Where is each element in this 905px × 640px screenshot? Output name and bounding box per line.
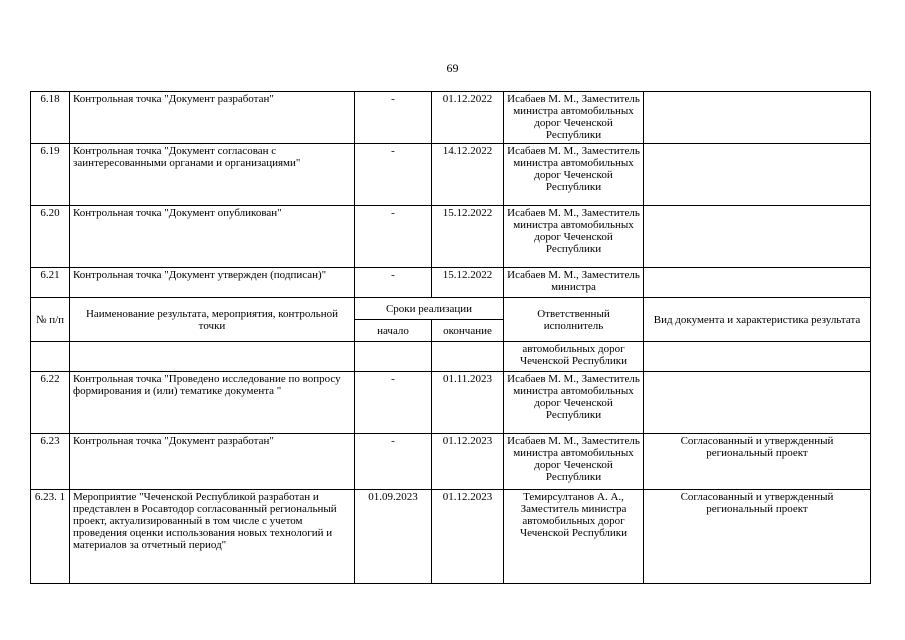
row-end: 15.12.2022 xyxy=(432,268,504,298)
row-end: 01.12.2023 xyxy=(432,434,504,490)
row-end xyxy=(432,342,504,372)
table-header-row xyxy=(31,298,871,320)
row-responsible: Исабаев М. М., Заместитель министра автомобильных дорог Чеченской Республики xyxy=(504,92,644,144)
header-end: окончание xyxy=(432,320,504,342)
table-row xyxy=(31,490,871,584)
row-doc: Согласованный и утвержденный региональный проект xyxy=(644,434,871,490)
plan-table xyxy=(30,91,871,584)
row-end: 14.12.2022 xyxy=(432,144,504,206)
row-responsible: Исабаев М. М., Заместитель министра xyxy=(504,268,644,298)
page-number: 69 xyxy=(446,61,459,75)
row-number: 6.21 xyxy=(31,268,70,298)
row-doc xyxy=(644,268,871,298)
table-row xyxy=(31,372,871,434)
header-num: № п/п xyxy=(31,298,70,342)
row-start xyxy=(355,342,432,372)
table-row xyxy=(31,92,871,144)
row-responsible: Исабаев М. М., Заместитель министра автомобильных дорог Чеченской Республики xyxy=(504,144,644,206)
table-row xyxy=(31,268,871,298)
row-doc xyxy=(644,342,871,372)
row-name: Контрольная точка "Документ утвержден (подписан)" xyxy=(70,268,355,298)
header-name: Наименование результата, мероприятия, контрольной точки xyxy=(70,298,355,342)
row-start: - xyxy=(355,206,432,268)
row-name: Контрольная точка "Проведено исследование по вопросу формирования и (или) тематике документа " xyxy=(70,372,355,434)
row-name: Контрольная точка "Документ согласован с заинтересованными органами и организациями" xyxy=(70,144,355,206)
table-row xyxy=(31,434,871,490)
row-responsible: Исабаев М. М., Заместитель министра автомобильных дорог Чеченской Республики xyxy=(504,434,644,490)
header-responsible: Ответственный исполнитель xyxy=(504,298,644,342)
row-start: 01.09.2023 xyxy=(355,490,432,584)
row-number: 6.20 xyxy=(31,206,70,268)
row-number: 6.23. 1 xyxy=(31,490,70,584)
row-start: - xyxy=(355,92,432,144)
row-start: - xyxy=(355,268,432,298)
header-doc-type: Вид документа и характеристика результата xyxy=(644,298,871,342)
row-name: Контрольная точка "Документ разработан" xyxy=(70,92,355,144)
row-responsible: Исабаев М. М., Заместитель министра автомобильных дорог Чеченской Республики xyxy=(504,372,644,434)
row-name xyxy=(70,342,355,372)
row-end: 01.12.2023 xyxy=(432,490,504,584)
table-row xyxy=(31,206,871,268)
row-doc xyxy=(644,144,871,206)
row-doc: Согласованный и утвержденный региональный проект xyxy=(644,490,871,584)
row-start: - xyxy=(355,372,432,434)
row-doc xyxy=(644,92,871,144)
row-name: Мероприятие "Чеченской Республикой разработан и представлен в Росавтодор согласованный региональный проект, актуализированный в том числе с учетом проведения оценки использования новых технологий и материалов за отчетный период" xyxy=(70,490,355,584)
row-responsible: Темирсултанов А. А., Заместитель министра автомобильных дорог Чеченской Республики xyxy=(504,490,644,584)
row-start: - xyxy=(355,144,432,206)
row-doc xyxy=(644,372,871,434)
table-row xyxy=(31,144,871,206)
header-timeframe: Сроки реализации xyxy=(355,298,504,320)
row-responsible: Исабаев М. М., Заместитель министра автомобильных дорог Чеченской Республики xyxy=(504,206,644,268)
row-number xyxy=(31,342,70,372)
row-start: - xyxy=(355,434,432,490)
row-number: 6.22 xyxy=(31,372,70,434)
row-end: 01.11.2023 xyxy=(432,372,504,434)
row-end: 15.12.2022 xyxy=(432,206,504,268)
row-number: 6.18 xyxy=(31,92,70,144)
row-name: Контрольная точка "Документ опубликован" xyxy=(70,206,355,268)
row-name: Контрольная точка "Документ разработан" xyxy=(70,434,355,490)
row-responsible: автомобильных дорог Чеченской Республики xyxy=(504,342,644,372)
row-number: 6.23 xyxy=(31,434,70,490)
row-end: 01.12.2022 xyxy=(432,92,504,144)
table-row xyxy=(31,342,871,372)
row-number: 6.19 xyxy=(31,144,70,206)
header-start: начало xyxy=(355,320,432,342)
row-doc xyxy=(644,206,871,268)
